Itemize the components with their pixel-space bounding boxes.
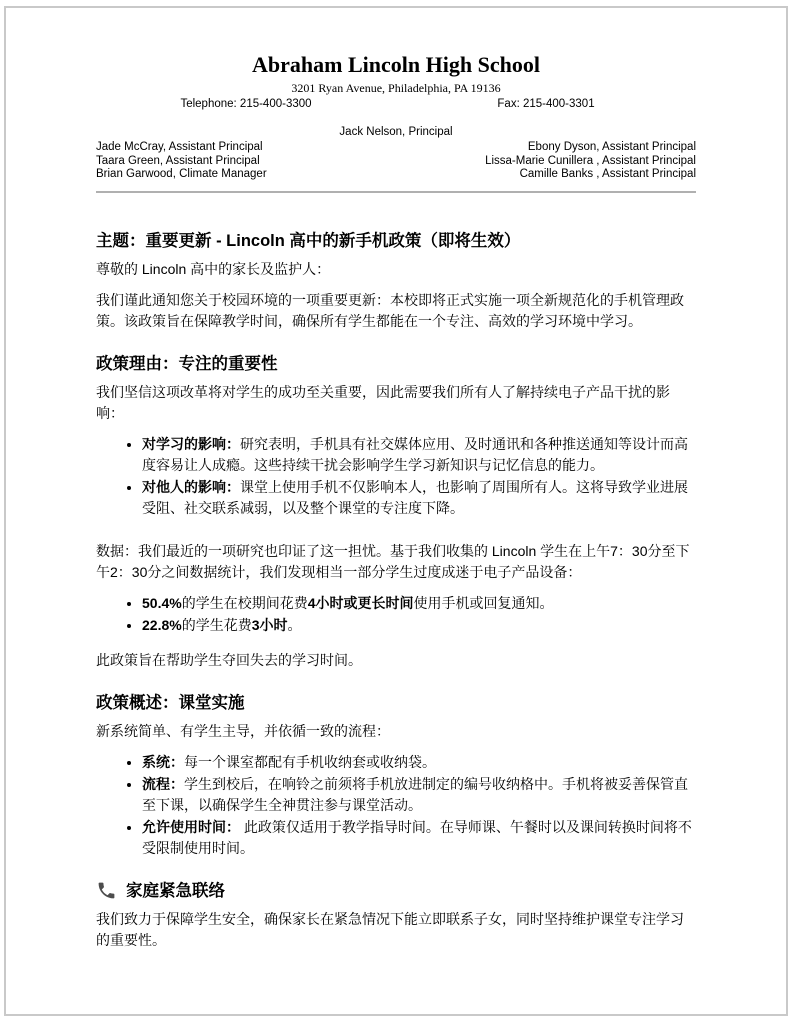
staff-name: Ebony Dyson, Assistant Principal	[527, 141, 696, 153]
section-overview-heading: 政策概述：课堂实施	[96, 693, 245, 712]
list-item	[142, 593, 696, 614]
overview-bullet-list	[96, 752, 696, 859]
contact-row	[96, 98, 696, 111]
stat-value: 22.8%	[142, 616, 182, 633]
closing-paragraph: 此政策旨在帮助学生夺回失去的学习时间。	[96, 651, 362, 668]
staff-name: Brian Garwood, Climate Manager	[96, 168, 267, 180]
salutation: 尊敬的 Lincoln 高中的家长及监护人：	[96, 260, 331, 277]
stat-text: 的学生在校期间花费	[181, 594, 308, 611]
list-item	[142, 817, 696, 859]
section-reason-lead: 我们坚信这项改革将对学生的成功至关重要，因此需要我们所有人了解持续电子产品干扰的影响：	[96, 383, 670, 421]
stat-text: 使用手机或回复通知。	[413, 594, 554, 611]
staff-name: Camille Banks , Assistant Principal	[519, 168, 696, 180]
bullet-text: 学生到校后，在响铃之前须将手机放进制定的编号收纳格中。手机将被妥善保管直至下课，以确保学生全神贯注参与课堂活动。	[142, 775, 688, 813]
bullet-label: 允许使用时间：	[142, 818, 240, 835]
bullet-text: 此政策仅适用于教学指导时间。在导师课、午餐时以及课间转换时间将不受限制使用时间。	[142, 818, 692, 856]
subject-heading: 主题：重要更新 - Lincoln 高中的新手机政策（即将生效）	[96, 231, 521, 250]
bullet-label: 流程：	[142, 775, 184, 792]
emergency-heading	[96, 879, 696, 903]
phone-icon	[96, 880, 117, 901]
fax-number: Fax: 215-400-3301	[497, 98, 595, 110]
header-divider	[96, 191, 696, 193]
list-item	[142, 752, 696, 773]
bullet-text: 课堂上使用手机不仅影响本人，也影响了周围所有人。这将导致学业进展受阻、社交联系减弱，以及整个课堂的专注度下降。	[142, 478, 688, 516]
stats-bullet-list	[96, 593, 696, 636]
data-paragraph: 数据：我们最近的一项研究也印证了这一担忧。基于我们收集的 Lincoln 学生在上午7：30分至下午2：30分之间数据统计，我们发现相当一部分学生过度成迷于电子产品设备：	[96, 542, 690, 580]
bullet-text: 研究表明，手机具有社交媒体应用、及时通讯和各种推送通知等设计而高度容易让人成瘾。这些持续干扰会影响学生学习新知识与记忆信息的能力。	[142, 435, 688, 473]
staff-name: Lissa-Marie Cunillera , Assistant Principal	[485, 154, 696, 167]
document-page	[4, 6, 788, 1016]
intro-paragraph: 我们谨此通知您关于校园环境的一项重要更新：本校即将正式实施一项全新规范化的手机管理政策。该政策旨在保障教学时间，确保所有学生都能在一个专注、高效的学习环境中学习。	[96, 291, 684, 329]
stat-value: 50.4%	[142, 594, 182, 611]
principal-name: Jack Nelson, Principal	[339, 126, 453, 138]
list-item	[142, 434, 696, 476]
school-address: 3201 Ryan Avenue, Philadelphia, PA 19136	[291, 81, 501, 95]
stat-value: 3小时	[251, 616, 288, 633]
section-overview-lead: 新系统简单、有学生主导，并依循一致的流程：	[96, 722, 390, 739]
staff-column-left	[96, 141, 267, 182]
telephone-number: Telephone: 215-400-3300	[180, 98, 312, 110]
bullet-text: 每一个课室都配有手机收纳套或收纳袋。	[184, 753, 436, 770]
school-letterhead	[6, 8, 786, 193]
bullet-label: 对学习的影响：	[142, 435, 240, 452]
stat-value: 4小时或更长时间	[307, 594, 414, 611]
list-item	[142, 774, 696, 816]
school-name: Abraham Lincoln High School	[252, 52, 540, 77]
letter-body	[6, 229, 786, 951]
list-item	[142, 615, 696, 636]
section-reason-heading: 政策理由：专注的重要性	[96, 354, 278, 373]
staff-name: Jade McCray, Assistant Principal	[96, 141, 263, 153]
staff-column-right	[485, 141, 696, 182]
list-item	[142, 477, 696, 519]
stat-text: 的学生花费	[181, 616, 252, 633]
bullet-label: 对他人的影响：	[142, 478, 240, 495]
staff-row	[96, 141, 696, 182]
emergency-heading-text: 家庭紧急联络	[126, 881, 225, 900]
bullet-label: 系统：	[142, 753, 184, 770]
reason-bullet-list	[96, 434, 696, 519]
staff-name: Taara Green, Assistant Principal	[96, 154, 260, 167]
emergency-paragraph: 我们致力于保障学生安全，确保家长在紧急情况下能立即联系子女，同时坚持维护课堂专注学习的重要性。	[96, 910, 684, 948]
stat-text: 。	[287, 616, 302, 633]
